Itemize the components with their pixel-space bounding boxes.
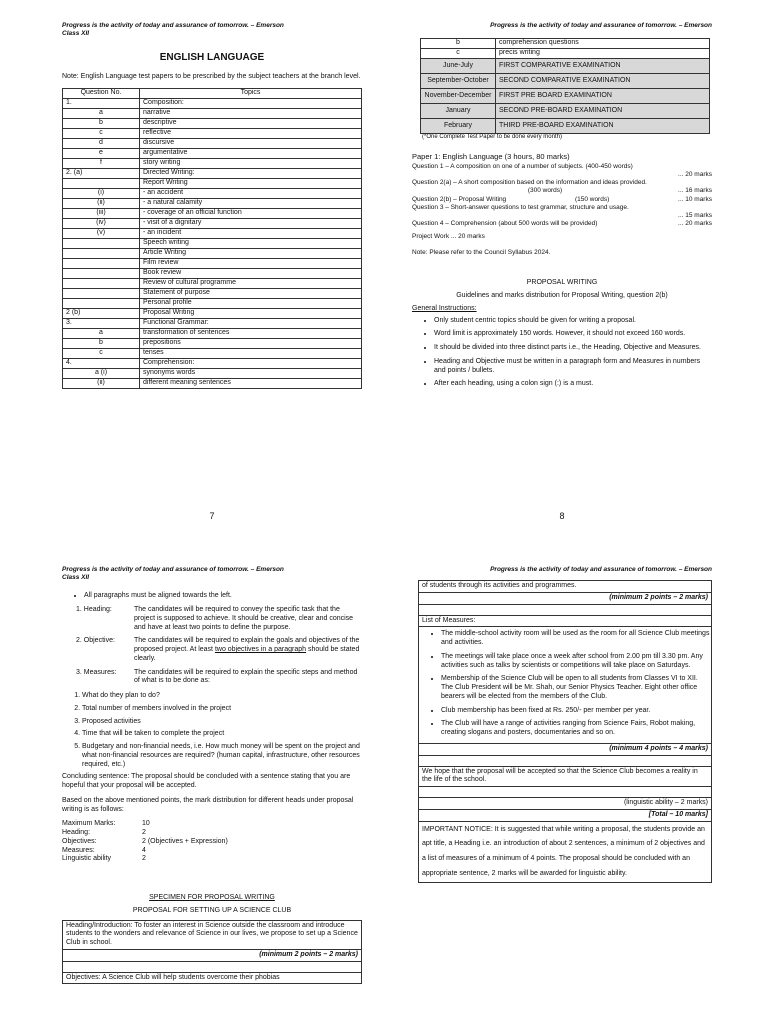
cell-question: 4. <box>63 358 140 368</box>
cell-period: June-July <box>421 59 496 74</box>
list-item: • The middle-school activity room will be used as the room for all Science Club meetings and activities. <box>441 630 711 648</box>
box-marks: (minimum 2 points – 2 marks) <box>63 950 361 962</box>
cell-topic: story writing <box>140 158 362 168</box>
objective-text: The candidates will be required to explain the goals and objectives of the proposed project. At least two objectives in a paragraph should be stated clearly. <box>134 637 360 662</box>
column-header-question: Question No. <box>63 88 140 98</box>
list-item: 5. Budgetary and non-financial needs, i.e. How much money will be spent on the project and what non-financial resources are required? (human capital, infrastructure, other resources required, etc.) <box>82 743 362 769</box>
based-text: Based on the above mentioned points, the mark distribution for different heads under proposal writing is as follows: <box>62 796 354 813</box>
list-item: • Heading and Objective must be written in a paragraph form and Measures in numbers and points / bullets. <box>434 358 712 376</box>
table-row <box>63 258 362 268</box>
cell-topic: argumentative <box>140 148 362 158</box>
header-quote: Progress is the activity of today and assurance of tomorrow. – Emerson <box>62 22 284 29</box>
cell-question: c <box>63 128 140 138</box>
table-row <box>421 119 710 134</box>
table-row <box>421 59 710 74</box>
cell-topic: - coverage of an official function <box>140 208 362 218</box>
cell-question: (ii) <box>63 198 140 208</box>
table-row <box>421 104 710 119</box>
list-item: 4. Time that will be taken to complete the project <box>82 730 362 739</box>
list-item: • The Club will have a range of activities ranging from Science Fairs, Robot making, creating slogans and posters, documentaries and so on. <box>441 720 711 738</box>
table-row <box>63 288 362 298</box>
cell-period: September-October <box>421 74 496 89</box>
cell-question <box>63 298 140 308</box>
cell-question: d <box>63 138 140 148</box>
class-label: Class XII <box>62 30 90 38</box>
top-line: of students through its activities and programmes. <box>419 581 711 593</box>
closing-text: We hope that the proposal will be accepted so that the Science Club becomes a reality in the life of the school. <box>419 767 711 788</box>
table-row <box>63 128 362 138</box>
note: Note: English Language test papers to be prescribed by the subject teachers at the branch level. <box>62 72 361 80</box>
cell-topic: Composition: <box>140 98 362 108</box>
exam-schedule-table <box>420 38 710 134</box>
marks-value: 2 <box>142 855 146 863</box>
cell-question <box>63 258 140 268</box>
cell-topic: Functional Grammar: <box>140 318 362 328</box>
list-item: • All paragraphs must be aligned towards the left. <box>84 592 362 601</box>
list-item: • Word limit is approximately 150 words. However, it should not exceed 160 words. <box>434 330 712 339</box>
cell-question: a <box>63 328 140 338</box>
page-10 <box>412 566 712 1024</box>
cell-topic: Speech writing <box>140 238 362 248</box>
cell-question: 2. (a) <box>63 168 140 178</box>
pw-subtitle: Guidelines and marks distribution for Proposal Writing, question 2(b) <box>456 292 668 299</box>
q1-line: Question 1 – A composition on one of a number of subjects. (400-450 words) <box>412 163 633 170</box>
table-row <box>63 158 362 168</box>
q3-marks: ... 15 marks <box>678 211 712 219</box>
measures-text: The candidates will be required to explain the specific steps and method of what is to be done as: <box>134 668 358 685</box>
cell-question: e <box>63 148 140 158</box>
list-item: • It should be divided into three distinct parts i.e., the Heading, Objective and Measures. <box>434 344 712 353</box>
cell-question: 2 (b) <box>63 308 140 318</box>
cell-question: c <box>63 348 140 358</box>
table-row <box>421 89 710 104</box>
table-row <box>63 108 362 118</box>
measures-marks: (minimum 4 points – 4 marks) <box>419 744 711 756</box>
cell-topic: transformation of sentences <box>140 328 362 338</box>
table-row <box>63 368 362 378</box>
table-row <box>63 338 362 348</box>
marks-label: Measures: <box>62 846 95 854</box>
list-item: • Club membership has been fixed at Rs. 250/- per member per year. <box>441 707 711 716</box>
cell-question: (ii) <box>63 378 140 388</box>
table-row <box>63 98 362 108</box>
cell-question: 3. <box>63 318 140 328</box>
table-row <box>63 238 362 248</box>
cell-exam: SECOND COMPARATIVE EXAMINATION <box>496 74 710 89</box>
page-8 <box>412 22 712 522</box>
cell-exam: precis writing <box>496 49 710 59</box>
cell-topic: - visit of a dignitary <box>140 218 362 228</box>
table-row <box>63 168 362 178</box>
cell-topic: Comprehension: <box>140 358 362 368</box>
cell-exam: FIRST PRE BOARD EXAMINATION <box>496 89 710 104</box>
general-instructions-list <box>412 317 712 390</box>
cell-period: c <box>421 49 496 59</box>
heading-label: 1. Heading: <box>76 606 112 613</box>
list-item: • After each heading, using a colon sign (:) is a must. <box>434 380 712 389</box>
table-row <box>63 328 362 338</box>
table-row <box>63 308 362 318</box>
cell-topic: Personal profile <box>140 298 362 308</box>
obj-marks: (minimum 2 points – 2 marks) <box>419 593 711 605</box>
table-row <box>63 358 362 368</box>
table-row <box>63 348 362 358</box>
header-quote: Progress is the activity of today and assurance of tomorrow. – Emerson <box>490 566 712 573</box>
cell-topic: Film review <box>140 258 362 268</box>
list-item: 3. Proposed activities <box>82 718 362 727</box>
list-item: • The meetings will take place once a week after school from 2.00 pm till 3.30 pm. Any activities such as talks by scientists or competitions will take place on Saturdays. <box>441 653 711 671</box>
heading-text: The candidates will be required to convey the specific task that the project is supposed to achieve. It should be creative, clear and concise and have at least two points to define the purpose. <box>134 606 354 631</box>
table-row <box>63 248 362 258</box>
table-row <box>63 298 362 308</box>
cell-question: (v) <box>63 228 140 238</box>
cell-topic: Proposal Writing <box>140 308 362 318</box>
cell-topic: - a natural calamity <box>140 198 362 208</box>
marks-label: Heading: <box>62 829 91 836</box>
cell-topic: discursive <box>140 138 362 148</box>
table-row <box>63 318 362 328</box>
marks-label: Objectives: <box>62 837 97 845</box>
cell-topic: Article Writing <box>140 248 362 258</box>
table-row <box>63 228 362 238</box>
table-note: (*One Complete Test Paper to be done every month) <box>422 134 562 141</box>
cell-topic: descriptive <box>140 118 362 128</box>
page-title: ENGLISH LANGUAGE <box>159 52 265 64</box>
specimen-box <box>62 920 362 985</box>
specimen-title: SPECIMEN FOR PROPOSAL WRITING <box>149 894 275 901</box>
cell-exam: comprehension questions <box>496 39 710 49</box>
cell-exam: SECOND PRE-BOARD EXAMINATION <box>496 104 710 119</box>
column-header-topics: Topics <box>140 88 362 98</box>
cell-question: b <box>63 118 140 128</box>
cell-question: f <box>63 158 140 168</box>
page-number: 8 <box>559 510 565 521</box>
header-quote: Progress is the activity of today and assurance of tomorrow. – Emerson <box>490 22 712 29</box>
table-row <box>63 378 362 388</box>
topics-table <box>62 88 362 389</box>
council-note: Note: Please refer to the Council Syllabus 2024. <box>412 249 551 257</box>
q4-line: Question 4 – Comprehension (about 500 words will be provided) ... 20 marks <box>412 219 712 227</box>
table-row <box>63 188 362 198</box>
cell-question: 1. <box>63 98 140 108</box>
project-line: Project Work ... 20 marks <box>412 233 485 240</box>
table-row <box>421 49 710 59</box>
objective-label: 2. Objective: <box>76 637 115 645</box>
cell-topic: Directed Writing: <box>140 168 362 178</box>
table-row <box>63 278 362 288</box>
total-marks: [Total – 10 marks] <box>419 810 711 822</box>
cell-topic: Statement of purpose <box>140 288 362 298</box>
marks-distribution <box>62 820 362 864</box>
cell-period: b <box>421 39 496 49</box>
table-row <box>63 218 362 228</box>
cell-topic: narrative <box>140 108 362 118</box>
cell-question: a (i) <box>63 368 140 378</box>
q1-marks: ... 20 marks <box>678 171 712 179</box>
measures-list <box>419 630 711 738</box>
important-notice: IMPORTANT NOTICE: It is suggested that while writing a proposal, the students provide an apt title, a Heading i.e. an introduction of about 2 sentences, a minimum of 2 objectives and a list of measures of a minimum of 4 points. The proposal should be concluded with an appropriate sentence, 2 marks will be awarded for linguistic ability. <box>422 825 705 877</box>
cell-topic: tenses <box>140 348 362 358</box>
page-7 <box>62 22 362 522</box>
table-row <box>63 178 362 188</box>
table-row <box>421 74 710 89</box>
cell-question: (iii) <box>63 208 140 218</box>
cell-period: November-December <box>421 89 496 104</box>
table-row <box>63 208 362 218</box>
cell-question <box>63 268 140 278</box>
table-row <box>63 118 362 128</box>
table-row <box>421 39 710 49</box>
table-row <box>63 148 362 158</box>
cell-topic: synonyms words <box>140 368 362 378</box>
cell-topic: Book review <box>140 268 362 278</box>
table-row <box>63 198 362 208</box>
pw-title: PROPOSAL WRITING <box>526 279 598 287</box>
list-item: 1. What do they plan to do? <box>82 692 362 701</box>
marks-label: Linguistic ability <box>62 855 112 863</box>
cell-question <box>63 238 140 248</box>
cell-question <box>63 288 140 298</box>
table-row <box>63 138 362 148</box>
cell-topic: Review of cultural programme <box>140 278 362 288</box>
cell-question: b <box>63 338 140 348</box>
q2b-line: Question 2(b) – Proposal Writing (150 words) ... 10 marks <box>412 195 712 203</box>
linguistic-marks: (linguistic ability – 2 marks) <box>419 798 711 810</box>
measures-label: 3. Measures: <box>76 668 117 676</box>
cell-exam: FIRST COMPARATIVE EXAMINATION <box>496 59 710 74</box>
q2a-line: Question 2(a) – A short composition based on the information and ideas provided. <box>412 179 647 187</box>
marks-value: 10 <box>142 820 150 828</box>
cell-topic: prepositions <box>140 338 362 348</box>
cell-question <box>63 178 140 188</box>
list-item: • Only student centric topics should be given for writing a proposal. <box>434 317 712 326</box>
cell-period: January <box>421 104 496 119</box>
cell-period: February <box>421 119 496 134</box>
cell-question <box>63 248 140 258</box>
cell-question: (iv) <box>63 218 140 228</box>
q3-line: Question 3 – Short-answer questions to test grammar, structure and usage. <box>412 203 629 211</box>
marks-value: 2 <box>142 829 146 836</box>
page-9 <box>62 566 362 1024</box>
page-number: 7 <box>209 510 215 521</box>
q2a-words-marks: (300 words) ... 16 marks <box>527 187 712 195</box>
marks-value: 2 (Objectives + Expression) <box>142 837 228 845</box>
box-heading: Heading/Introduction: To foster an interest in Science outside the classroom and introduce students to the wonders and relevance of Science in our lives, we propose to set up a Science Club in school. <box>63 921 361 950</box>
class-label: Class XII <box>62 574 90 582</box>
cell-topic: Report Writing <box>140 178 362 188</box>
measures-steps <box>62 692 362 769</box>
marks-label: Maximum Marks: <box>62 820 116 828</box>
cell-topic: - an accident <box>140 188 362 198</box>
paper-title: Paper 1: English Language (3 hours, 80 marks) <box>412 151 570 161</box>
cell-question <box>63 278 140 288</box>
general-instructions-label: General Instructions: <box>412 304 477 312</box>
marks-value: 4 <box>142 846 146 854</box>
list-item: • Membership of the Science Club will be open to all students from Classes VI to XII. The Club President will be Mr. Shah, our Senior Physics Teacher. Eight other office bearers will be elected from the members of the Club. <box>441 675 711 701</box>
cell-topic: - an incident <box>140 228 362 238</box>
proposal-parts <box>76 606 362 686</box>
cell-question: a <box>63 108 140 118</box>
cell-topic: reflective <box>140 128 362 138</box>
table-row <box>63 268 362 278</box>
specimen-continued-box <box>418 580 712 883</box>
list-label: List of Measures: <box>419 616 711 628</box>
cell-question: (i) <box>63 188 140 198</box>
concluding-text: Concluding sentence: The proposal should be concluded with a sentence stating that you are hopeful that your proposal will be accepted. <box>62 773 351 789</box>
list-item: 2. Total number of members involved in the project <box>82 705 362 714</box>
specimen-subtitle: PROPOSAL FOR SETTING UP A SCIENCE CLUB <box>132 906 292 914</box>
header-quote: Progress is the activity of today and assurance of tomorrow. – Emerson <box>62 566 284 573</box>
box-objectives: Objectives: A Science Club will help students overcome their phobias <box>66 973 280 981</box>
cell-exam: THIRD PRE-BOARD EXAMINATION <box>496 119 710 134</box>
cell-topic: different meaning sentences <box>140 378 362 388</box>
